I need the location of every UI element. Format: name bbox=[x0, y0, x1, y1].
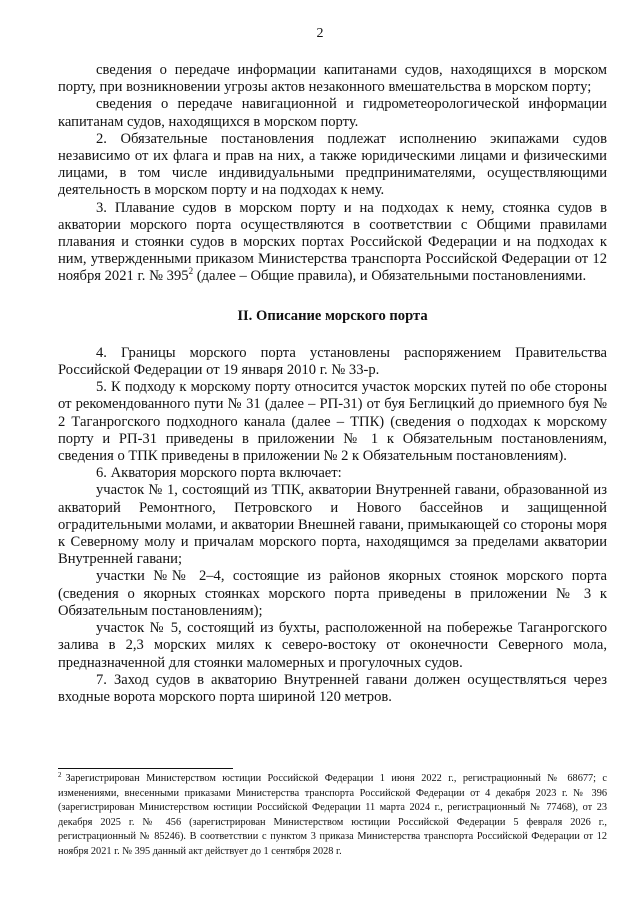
section-heading: II. Описание морского порта bbox=[237, 307, 428, 324]
paragraph: 6. Акватория морского порта включает: bbox=[96, 465, 342, 482]
document-body bbox=[58, 62, 607, 706]
paragraph bbox=[58, 200, 607, 286]
paragraph: участок № 5, состоящий из бухты, расположенной на побережье Таганрогского залива в 2,3 морских милях к северо-востоку от оконечности Северного мола, предназначенной для стоянки маломерных и прогулочных судов. bbox=[58, 620, 607, 671]
paragraph: участок № 1, состоящий из ТПК, акватории Внутренней гавани, образованной из акваторий Ремонтного, Петровского и Нового бассейнов и защищенной оградительными молами, и акватории Внешней гавани, примыкающей со стороны моря к Северному молу и причалам морского порта, находящимся за пределами акватории Внутренней гавани; bbox=[58, 482, 607, 568]
footnote-reference[interactable]: 2 bbox=[188, 266, 194, 277]
paragraph: 5. К подходу к морскому порту относится участок морских путей по обе стороны от рекомендованного пути № 31 (далее – РП-31) от буя Беглицкий до приемного буя № 2 Таганрогского подходного канала (далее – ТПК) (сведения о подходах к морскому порту и РП-31 приведены в приложении № 1 к Обязательным постановлениям, сведения о ТПК приведены в приложении № 2 к Обязательным постановлениям). bbox=[58, 379, 607, 465]
paragraph: сведения о передаче информации капитанами судов, находящихся в морском порту, при возникновении угрозы актов незаконного вмешательства в морском порту; bbox=[58, 62, 607, 96]
paragraph-text-continued: (далее – Общие правила), и Обязательными постановлениями. bbox=[196, 268, 587, 285]
footnote-mark: 2 bbox=[58, 770, 62, 779]
footnote-separator bbox=[58, 768, 233, 769]
paragraph: 2. Обязательные постановления подлежат исполнению экипажами судов независимо от их флага и прав на них, а также юридическими лицами и физическими лицами, в том числе индивидуальными предпринимателями, осуществляющими деятельность в морском порту и на подходах к нему. bbox=[58, 130, 607, 199]
footnote bbox=[58, 772, 607, 860]
paragraph: 4. Границы морского порта установлены распоряжением Правительства Российской Федерации от 19 января 2010 г. № 33-р. bbox=[58, 344, 607, 379]
footnote-text: Зарегистрирован Министерством юстиции Российской Федерации 1 июня 2022 г., регистрационный № 68677; с изменениями, внесенными приказами Министерства транспорта Российской Федерации от 4 декабря 2023 г. № 396 (зарегистрирован Министерством юстиции Российской Федерации 11 марта 2024 г., регистрационный № 77468), от 23 декабря 2025 г. № 456 (зарегистрирован Министерством юстиции Российской Федерации 5 февраля 2026 г., регистрационный № 85246). В соответствии с пунктом 3 приказа Министерства транспорта Российской Федерации от 12 ноября 2021 г. № 395 данный акт действует до 1 сентября 2028 г. bbox=[58, 773, 607, 857]
page-number: 2 bbox=[316, 26, 324, 41]
paragraph: участки №№ 2–4, состоящие из районов якорных стоянок морского порта (сведения о якорных стоянках морского порта приведены в приложении № 3 к Обязательным постановлениям); bbox=[58, 568, 607, 619]
paragraph: сведения о передаче навигационной и гидрометеорологической информации капитанам судов, находящихся в морском порту. bbox=[58, 96, 607, 130]
paragraph-text: 3. Плавание судов в морском порту и на подходах к нему, стоянка судов в акватории морского порта осуществляются в соответствии с Общими правилами плавания и стоянки судов в морских портах Российской Федерации и на подходах к ним, утвержденными приказом Министерства транспорта Российской Федерации от 12 ноября 2021 г. № 395 bbox=[58, 199, 607, 285]
paragraph: 7. Заход судов в акваторию Внутренней гавани должен осуществляться через входные ворота морского порта шириной 120 метров. bbox=[58, 671, 607, 705]
